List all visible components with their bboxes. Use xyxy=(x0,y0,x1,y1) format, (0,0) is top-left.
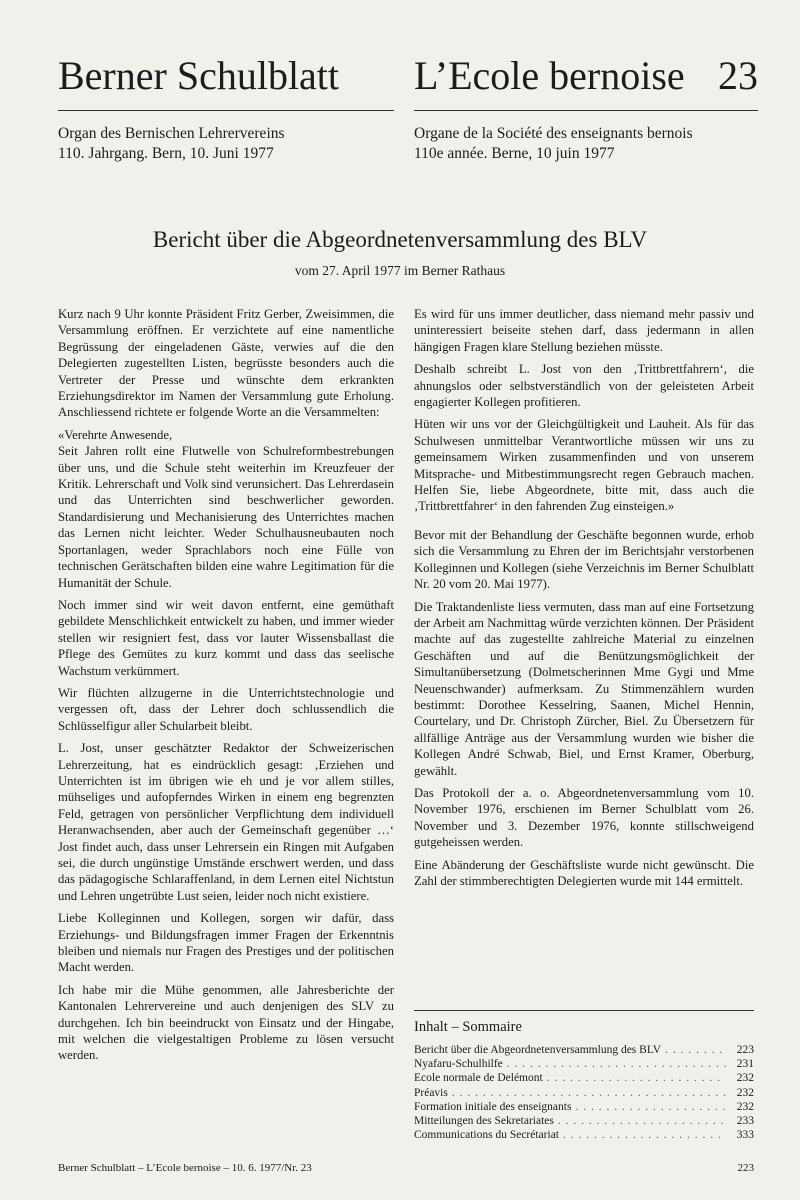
paragraph: Die Traktandenliste liess vermuten, dass man auf eine Fortsetzung der Arbeit am Nachmittag würde verzichten können. Der Präsident machte auf das zugestellte zahlreiche Material zu einzelnen Geschäften und auf die Benützungsmöglichkeit der Simultanübersetzung (Dolmetscherinnen Mme Gygi und Mme Neuenschwander) aufmerksam. Zu Stimmenzählern wurden bestimmt: Dorothee Kesselring, Saanen, Michel Hennin, Courtelary, und Dr. Christoph Zürcher, Biel. Zu Übersetzern für allfällige Anträge aus der Versammlung wurden wie bisher die Kollegen André Schwab, Biel, und Ernst Kramer, Oberburg, gewählt. xyxy=(414,599,754,778)
toc-item-label: Communications du Secrétariat xyxy=(414,1129,559,1142)
masthead-title-de: Berner Schulblatt xyxy=(58,53,340,98)
toc-item xyxy=(414,1043,754,1057)
article-subtitle: vom 27. April 1977 im Berner Rathaus xyxy=(294,263,506,278)
toc-item-label: Bericht über die Abgeordnetenversammlung des BLV xyxy=(414,1044,662,1056)
toc-item-label: Mitteilungen des Sekretariates xyxy=(414,1115,554,1128)
masthead-rule-right xyxy=(414,110,758,111)
toc-item xyxy=(414,1071,754,1085)
toc-leader-dots xyxy=(563,1128,726,1142)
masthead xyxy=(58,53,758,106)
toc-rule xyxy=(414,1010,754,1011)
organ-info-fr xyxy=(414,124,693,164)
organ-de-line1: Organ des Bernischen Lehrervereins xyxy=(58,125,285,142)
paragraph: Noch immer sind wir weit davon entfernt, eine gemüthaft gebildete Menschlichkeit entwickelt zu haben, und immer wieder stellen wir resigniert fest, dass vor lauter Wissensballast die Pflege des Gemütes zu kurz kommt und dass das seelische Wachstum verkümmert. xyxy=(58,597,394,678)
article-title: Bericht über die Abgeordnetenversammlung des BLV xyxy=(152,227,648,252)
toc-item-page: 232 xyxy=(736,1100,754,1113)
paragraph: Wir flüchten allzugerne in die Unterrichtstechnologie und vergessen oft, dass der Lehrer doch schlussendlich die Schlüsselfigur aller Schularbeit bleibt. xyxy=(58,685,394,733)
footer-issue-info: Berner Schulblatt – L’Ecole bernoise – 10. 6. 1977/Nr. 23 xyxy=(58,1162,312,1174)
organ-de-line2: 110. Jahrgang. Bern, 10. Juni 1977 xyxy=(58,145,274,162)
toc-item-page: 333 xyxy=(736,1129,754,1142)
paragraph: Hüten wir uns vor der Gleichgültigkeit und Lauheit. Als für das Schulwesen unmittelbar Verantwortliche müssen wir uns zu gemeinsamem Wirken zusammenfinden und von unserem Mitsprache- und Mitbestimmungsrecht regen Gebrauch machen. Helfen Sie, liebe Abgeordnete, bitte mit, dass auch die ‚Trittbrettfahrer‘ in den fahrenden Zug einsteigen.» xyxy=(414,417,754,514)
paragraph: Kurz nach 9 Uhr konnte Präsident Fritz Gerber, Zweisimmen, die Versammlung eröffnen. Er verzichtete auf eine namentliche Begrüssung der eingeladenen Gäste, verwies auf die den Delegierten zugestellten Listen, begrüsste besonders auch die Vertreter der Presse und wünschte dem erkrankten Erziehungsdirektor im Namen der Versammlung gute Erholung. Anschliessend richtete er folgende Worte an die Versammelten: xyxy=(58,307,394,420)
organ-fr-line2: 110e année. Berne, 10 juin 1977 xyxy=(414,145,615,162)
toc-item xyxy=(414,1100,754,1114)
toc-leader-dots xyxy=(547,1071,726,1085)
toc-leader-dots xyxy=(452,1086,726,1100)
paragraph: Ich habe mir die Mühe genommen, alle Jahresberichte der Kantonalen Lehrervereine und auch denjenigen des SLV zu durchgehen. Ich bin beeindruckt von Einsatz und der Hingabe, mit welchen die vielgestaltigen Probleme zu lösen versucht werden. xyxy=(58,982,394,1063)
toc-item-label: Préavis xyxy=(414,1086,448,1099)
toc-item-page: 233 xyxy=(736,1115,754,1128)
toc-leader-dots xyxy=(507,1057,726,1071)
paragraph: Eine Abänderung der Geschäftsliste wurde nicht gewünscht. Die Zahl der stimmberechtigten Delegierten wurde mit 144 ermittelt. xyxy=(414,857,754,888)
paragraph: Es wird für uns immer deutlicher, dass niemand mehr passiv und uninteressiert beiseite stehen darf, dass jedermann in allen hängigen Fragen klare Stellung beziehen müsste. xyxy=(414,307,754,354)
toc-item xyxy=(414,1057,754,1071)
table-of-contents xyxy=(414,1010,754,1142)
paragraph: Deshalb schreibt L. Jost von den ‚Trittbrettfahrern‘, die ahnungslos oder selbstverständlich von der geleisteten Arbeit engagierter Kollegen profitieren. xyxy=(414,362,754,410)
toc-leader-dots xyxy=(575,1100,726,1114)
organ-fr-line1: Organe de la Société des enseignants bernois xyxy=(414,125,693,142)
article-left-column xyxy=(58,306,394,1070)
toc-leader-dots xyxy=(558,1114,726,1128)
paragraph: «Verehrte Anwesende, xyxy=(58,427,173,442)
organ-info-de xyxy=(58,124,285,164)
paragraph: L. Jost, unser geschätzter Redaktor der Schweizerischen Lehrerzeitung, hat es eindrücklich gesagt: ‚Erziehen und Unterrichten ist im übrigen wie eh und je vor allem stilles, mühseliges und aufopferndes Wirken in einem eng begrenzten Feld, getragen von persönlicher Verpflichtung dem individuell Heranwachsenden, aber auch der Gemeinschaft gegenüber …‘ Jost findet auch, dass unser Lehrersein ein Ringen mit Aufgaben sei, die durch ungünstige Umstände erschwert werden, und dass das pädagogische Schlaraffenland, in dem Lernen eitel Nichtstun und Lehren ungetrübte Lust seien, leider noch nicht existiere. xyxy=(58,741,394,903)
toc-item-label: Ecole normale de Delémont xyxy=(414,1072,543,1085)
masthead-page-number: 23 xyxy=(718,53,758,98)
toc-item xyxy=(414,1086,754,1100)
toc-item-page: 232 xyxy=(736,1072,754,1085)
paragraph: Das Protokoll der a. o. Abgeordnetenversammlung vom 10. November 1976, erschienen im Berner Schulblatt vom 26. November und 3. Dezember 1976, konnte stillschweigend gutgeheissen werden. xyxy=(414,785,754,850)
masthead-title-fr: L’Ecole bernoise xyxy=(414,53,685,98)
toc-item-page: 223 xyxy=(736,1044,754,1056)
footer-page-number: 223 xyxy=(737,1162,754,1174)
toc-item-label: Formation initiale des enseignants xyxy=(414,1100,572,1113)
toc-item-page: 232 xyxy=(736,1086,754,1099)
toc-item-page: 231 xyxy=(736,1058,754,1071)
masthead-rule-left xyxy=(58,110,394,111)
toc-item xyxy=(414,1114,754,1128)
paragraph: Seit Jahren rollt eine Flutwelle von Schulreformbestrebungen über uns, und die Schule steht weiterhin im Kreuzfeuer der Kritik. Lehrerschaft und Volk sind verunsichert. Das Lehrerdasein und das Unterrichten sind beschwerlicher geworden. Standardisierung und Mechanisierung des Unterrichtes machen das Lernen nicht leichter. Weder Schulhausneubauten noch Sportanlagen, weder Sprachlabors noch eine Fülle von technischen Gerätschaften bilden eine wahre Legitimation für die Humanität der Schule. xyxy=(58,444,394,590)
toc-item-label: Nyafaru-Schulhilfe xyxy=(414,1058,503,1071)
paragraph: Bevor mit der Behandlung der Geschäfte begonnen wurde, erhob sich die Versammlung zu Ehren der im Berichtsjahr verstorbenen Kolleginnen und Kollegen (siehe Verzeichnis im Berner Schulblatt Nr. 20 vom 20. Mai 1977). xyxy=(414,527,754,592)
toc-leader-dots xyxy=(665,1043,726,1057)
article-right-column xyxy=(414,306,754,895)
toc-title: Inhalt – Sommaire xyxy=(414,1019,522,1035)
paragraph: Liebe Kolleginnen und Kollegen, sorgen wir dafür, dass Erziehungs- und Bildungsfragen immer Fragen der Erkenntnis bleiben und niemals nur Fragen des Prestiges und der politischen Macht werden. xyxy=(58,911,394,975)
toc-item xyxy=(414,1128,754,1142)
